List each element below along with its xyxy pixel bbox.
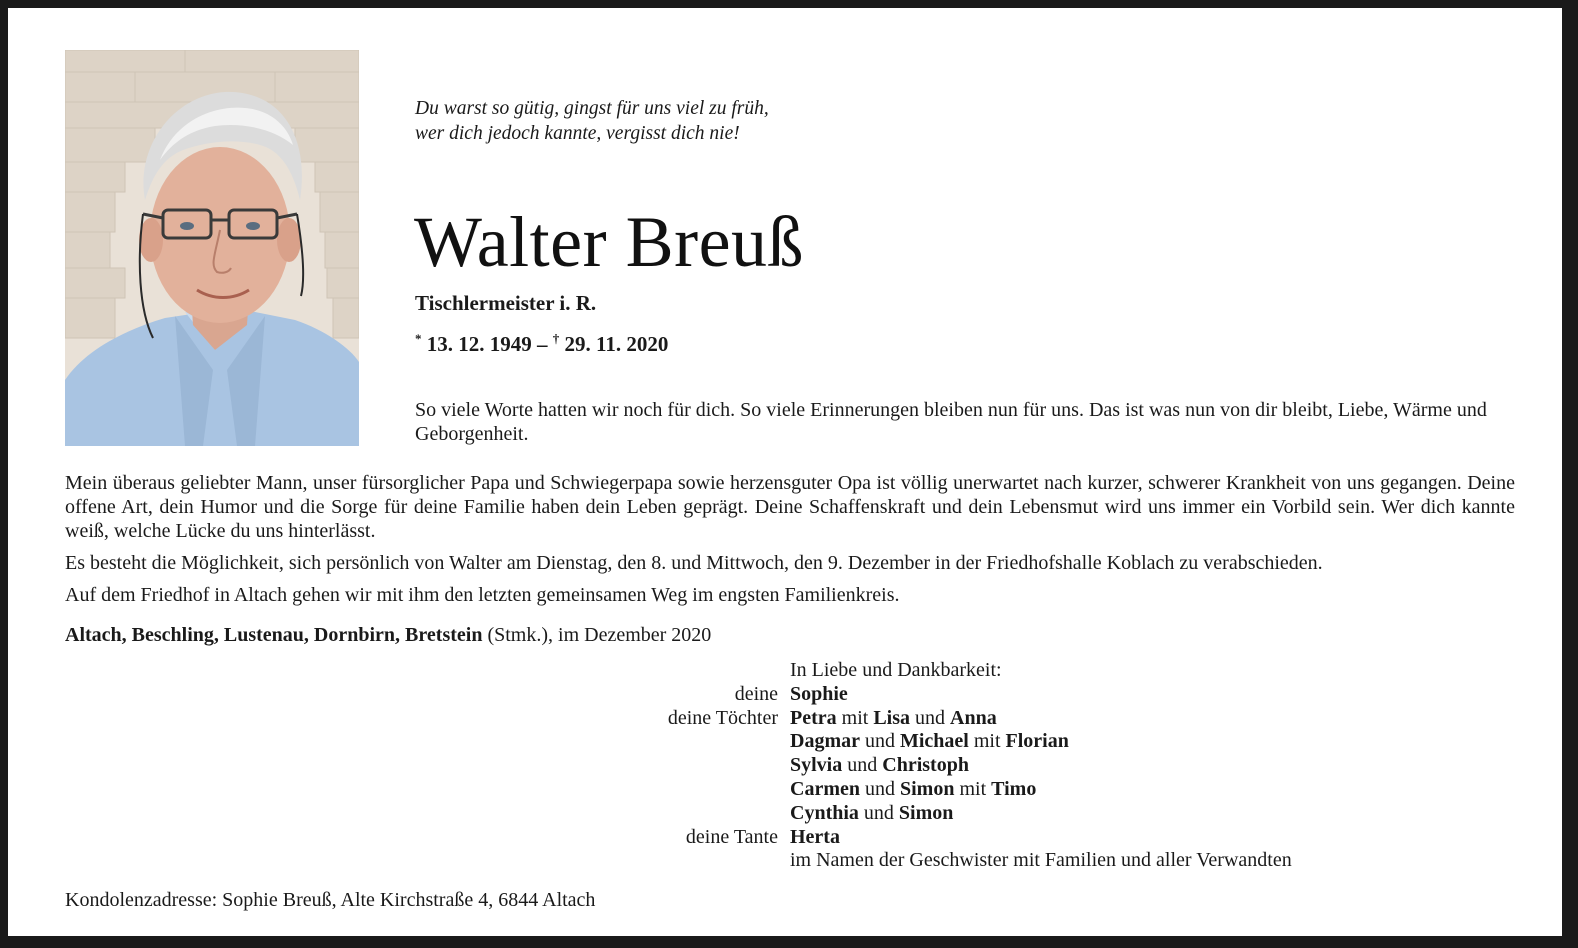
mourner-name: Simon [899,777,955,800]
mourner-relation [568,754,790,778]
portrait-illustration [65,50,359,446]
mourner-names [790,730,1069,754]
birth-date: 13. 12. 1949 [426,332,532,356]
obituary-sheet [8,8,1562,936]
mourner-connector: und [859,730,900,753]
mourner-relation: deine Töchter [667,706,778,729]
portrait-photo [65,50,359,446]
places-towns: Altach, Beschling, Lustenau, Dornbirn, Bretstein [65,624,483,646]
mourner-name: Timo [991,777,1037,800]
mourner-row [568,778,1468,802]
death-symbol: † [552,331,560,346]
condolence-address: Kondolenzadresse: Sophie Breuß, Alte Kirchstraße 4, 6844 Altach [65,889,596,911]
mourners-heading: In Liebe und Dankbarkeit: [790,659,1002,681]
mourner-row [568,754,1468,778]
mourner-row [568,707,1468,731]
death-date: 29. 11. 2020 [564,332,669,356]
mourner-relation: deine [734,682,778,705]
mourner-relation: deine Tante [685,825,778,848]
mourner-row [568,849,1468,873]
mourner-connector: mit [968,730,1006,753]
mourner-connector: und [858,801,899,824]
mourner-name: Michael [899,730,969,753]
mourner-relation [568,778,790,802]
deceased-name: Walter Breuß [414,202,805,282]
date-separator: – [537,332,548,356]
mourner-rows [568,683,1468,873]
memorial-quote [415,96,769,146]
mourner-connector: im Namen der Geschwister mit Familien und aller Verwandten [790,849,1292,872]
mourner-name: Simon [898,801,954,824]
deceased-profession: Tischlermeister i. R. [415,291,597,315]
mourner-name: Anna [950,706,997,729]
mourner-name: Sophie [790,682,848,705]
mourner-name: Carmen [790,777,860,800]
mourner-name: Herta [790,825,840,848]
life-dates [415,326,668,357]
mourner-name: Florian [1005,730,1069,753]
mourner-names [790,778,1036,802]
quote-line-2: wer dich jedoch kannte, vergisst dich nie! [415,123,740,144]
mourner-name: Cynthia [790,801,859,824]
mourner-connector: und [859,777,900,800]
mourner-row [568,683,1468,707]
mourner-name: Dagmar [790,730,860,753]
paragraph-burial: Auf dem Friedhof in Altach gehen wir mit ihm den letzten gemeinsamen Weg im engsten Familienkreis. [65,584,900,606]
mourner-name: Sylvia [790,754,843,777]
mourner-relation [568,849,790,873]
quote-line-1: Du warst so gütig, gingst für uns viel zu früh, [415,98,769,119]
mourner-names [790,826,840,850]
mourner-names [790,754,969,778]
mourner-row [568,826,1468,850]
mourner-name: Christoph [882,754,969,777]
mourner-names [790,849,1292,873]
mourner-name: Lisa [873,706,910,729]
places-region-date: (Stmk.), im Dezember 2020 [482,624,712,646]
paragraph-farewell: Es besteht die Möglichkeit, sich persönlich von Walter am Dienstag, den 8. und Mittwoch, den 9. Dezember in der Friedhofshalle Koblach zu verabschieden. [65,552,1323,574]
mourner-names [790,707,997,731]
mourner-connector: mit [836,706,874,729]
mourner-relation [568,802,790,826]
places-and-date [65,623,711,647]
mourner-relation [568,730,790,754]
birth-symbol: * [415,331,422,346]
paragraph-tribute: Mein überaus geliebter Mann, unser fürsorglicher Papa und Schwiegerpapa sowie herzensguter Opa ist völlig unerwartet nach kurzer, schwerer Krankheit von uns gegangen. Deine offene Art, dein Humor und die Sorge für deine Familie haben dein Leben geprägt. Deine Schaffenskraft und dein Lebensmut wird uns immer ein Vorbild sein. Wer dich kannte weiß, welche Lücke du uns hinterlässt. [65,472,1515,542]
mourner-names [790,683,848,707]
mourner-row [568,730,1468,754]
mourner-name: Petra [790,706,837,729]
mourner-names [790,802,953,826]
mourner-row [568,802,1468,826]
mourners-list [568,659,1468,873]
mourner-connector: und [910,706,950,729]
mourner-connector: und [842,754,883,777]
mourners-heading-row [568,659,1468,683]
intro-text: So viele Worte hatten wir noch für dich. So viele Erinnerungen bleiben nun für uns. Das ist was nun von dir bleibt, Liebe, Wärme und Geborgenheit. [415,399,1487,445]
mourner-connector: mit [954,777,992,800]
